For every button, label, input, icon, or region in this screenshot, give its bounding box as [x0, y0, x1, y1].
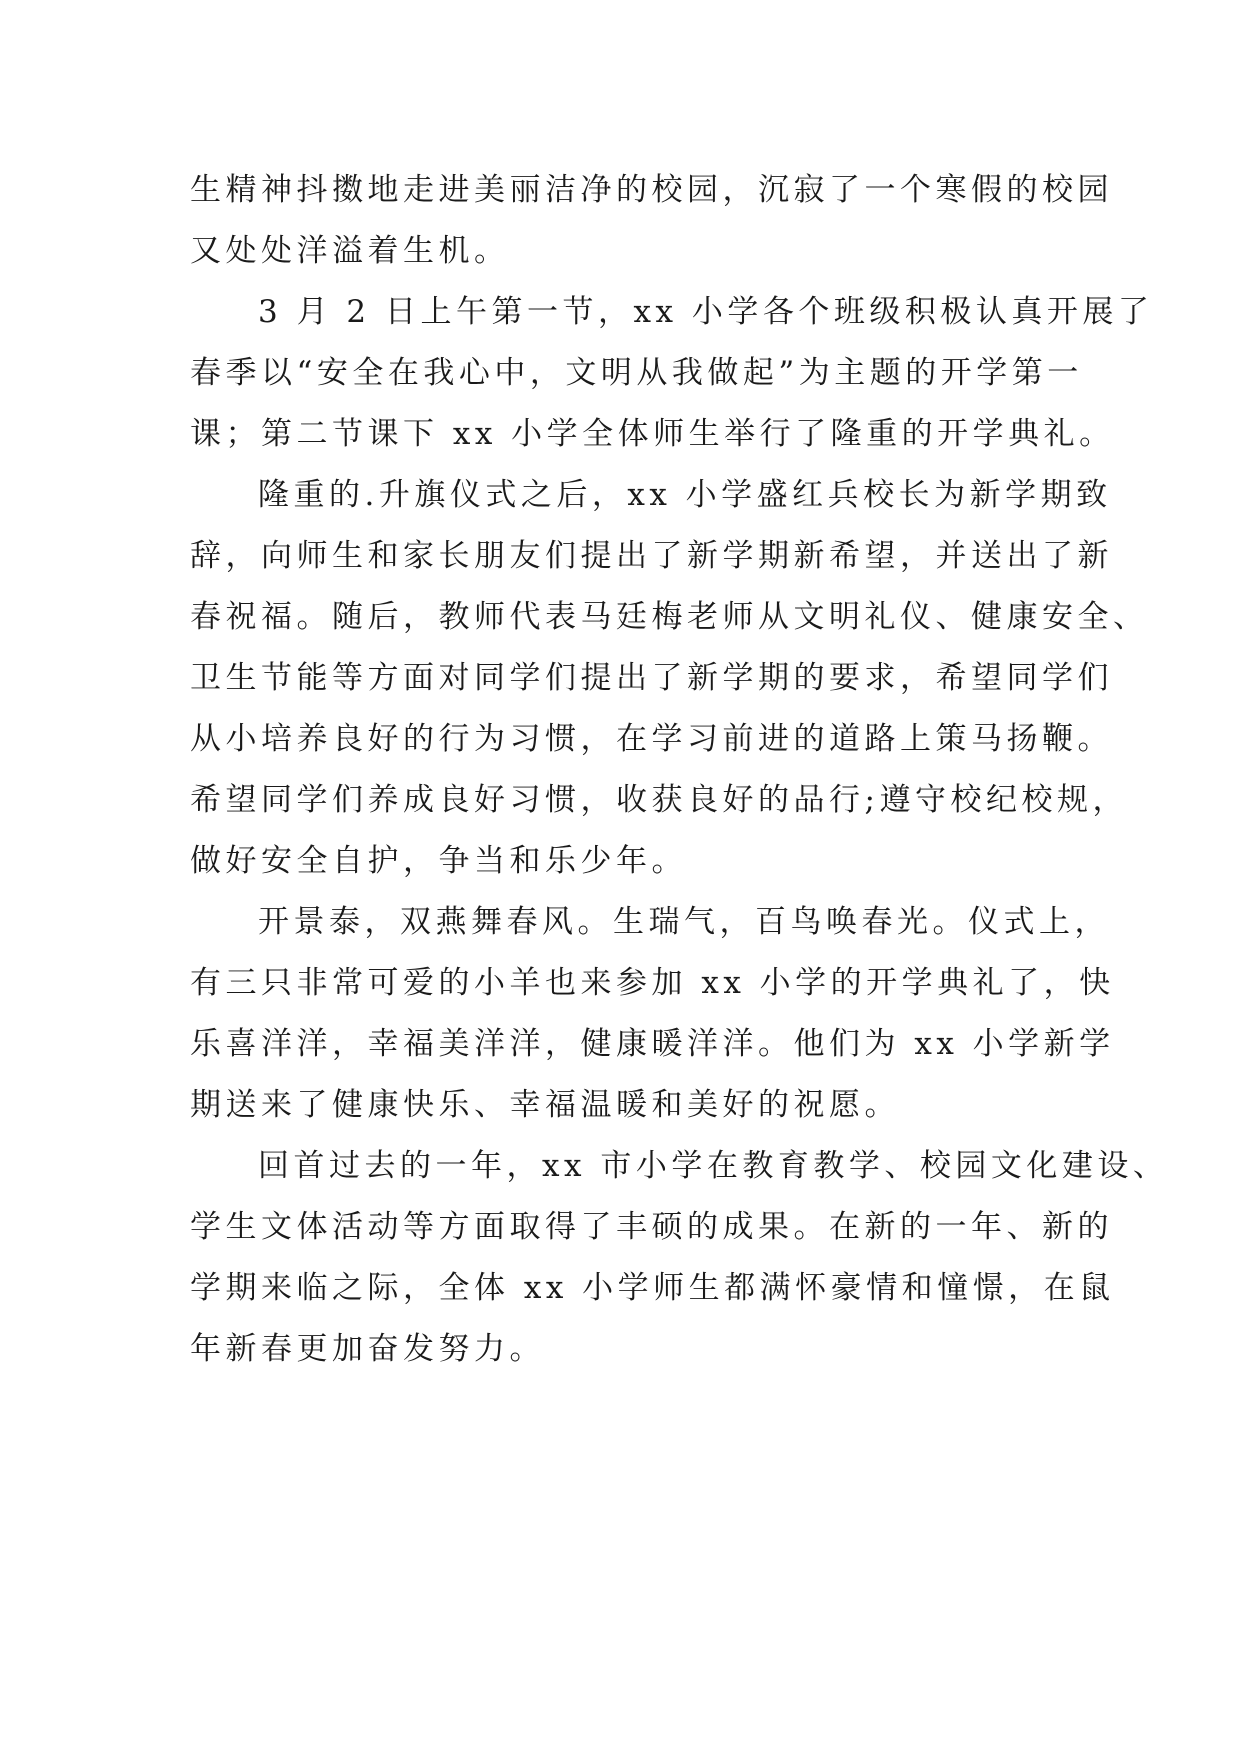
paragraph-3 — [190, 465, 1149, 892]
text-line: 从小培养良好的行为习惯，在学习前进的道路上策马扬鞭。 — [190, 721, 1113, 757]
text-line: 希望同学们养成良好习惯，收获良好的品行;遵守校纪校规， — [190, 782, 1128, 818]
text-line: 学生文体活动等方面取得了丰硕的成果。在新的一年、新的 — [190, 1209, 1113, 1245]
text-line: 学期来临之际，全体 xx 小学师生都满怀豪情和憧憬，在鼠 — [190, 1270, 1115, 1306]
text-line: 乐喜洋洋，幸福美洋洋，健康暖洋洋。他们为 xx 小学新学 — [190, 1026, 1115, 1062]
text-line: 课；第二节课下 xx 小学全体师生举行了隆重的开学典礼。 — [190, 416, 1115, 452]
text-line: 生精神抖擞地走进美丽洁净的校园，沉寂了一个寒假的校园 — [190, 172, 1113, 208]
text-line: 春季以“安全在我心中，文明从我做起”为主题的开学第一 — [190, 355, 1083, 391]
text-line: 春祝福。随后，教师代表马廷梅老师从文明礼仪、健康安全、 — [190, 599, 1149, 635]
text-line: 辞，向师生和家长朋友们提出了新学期新希望，并送出了新 — [190, 538, 1113, 574]
text-line: 回首过去的一年，xx 市小学在教育教学、校园文化建设、 — [258, 1148, 1169, 1184]
paragraph-5 — [190, 1136, 1169, 1380]
text-line: 年新春更加奋发努力。 — [190, 1331, 545, 1367]
text-line: 卫生节能等方面对同学们提出了新学期的要求，希望同学们 — [190, 660, 1113, 696]
text-line: 期送来了健康快乐、幸福温暖和美好的祝愿。 — [190, 1087, 900, 1123]
paragraph-4 — [190, 892, 1115, 1136]
text-line: 又处处洋溢着生机。 — [190, 233, 510, 269]
text-line: 有三只非常可爱的小羊也来参加 xx 小学的开学典礼了，快 — [190, 965, 1115, 1001]
text-line: 做好安全自护，争当和乐少年。 — [190, 843, 687, 879]
paragraph-1 — [190, 160, 1113, 282]
text-line: 3 月 2 日上午第一节，xx 小学各个班级积极认真开展了 — [258, 294, 1154, 330]
paragraph-2 — [190, 282, 1154, 465]
text-line: 隆重的.升旗仪式之后，xx 小学盛红兵校长为新学期致 — [258, 477, 1112, 513]
text-line: 开景泰，双燕舞春风。生瑞气，百鸟唤春光。仪式上， — [258, 904, 1110, 940]
document-body — [190, 160, 1169, 1380]
